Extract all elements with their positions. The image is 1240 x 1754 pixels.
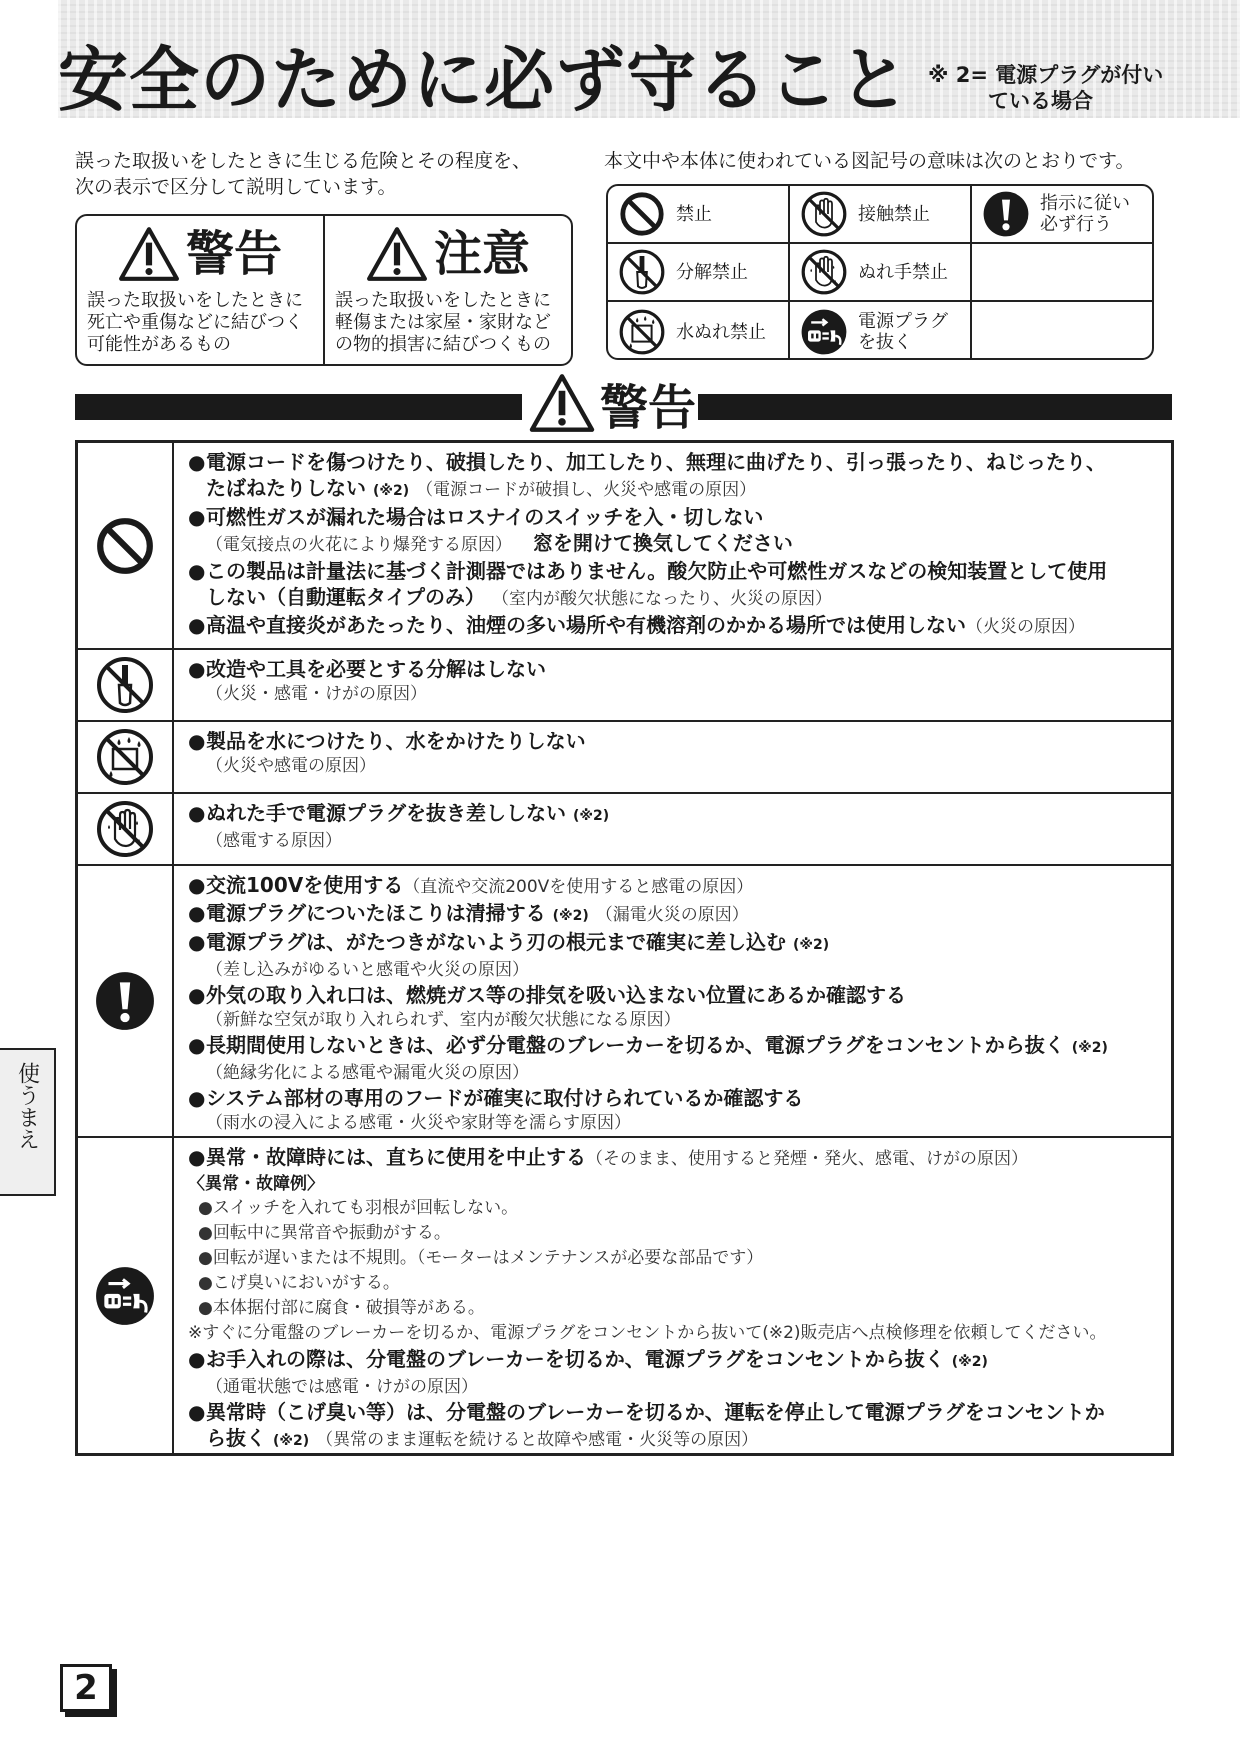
item-note: （直流や交流200Vを使用すると感電の原因） <box>403 877 754 897</box>
section-bar-right <box>698 394 1172 420</box>
item-note: （雨水の浸入による感電・火災や家財等を濡らす原因） <box>206 1113 631 1133</box>
item-note: （火災や感電の原因） <box>206 756 376 776</box>
signal-word-legend <box>75 214 573 366</box>
bullet: ● <box>188 729 206 753</box>
symbol-empty <box>972 244 1154 302</box>
item-note: （電源コードが破損し、火災や感電の原因） <box>416 480 757 500</box>
warning-item <box>188 1032 1161 1061</box>
item-note: （通電状態では感電・けがの原因） <box>206 1377 478 1397</box>
warning-triangle-icon <box>528 373 596 433</box>
warning-item <box>188 558 1161 612</box>
bullet: ● <box>198 1223 213 1243</box>
bullet: ● <box>188 1400 206 1424</box>
symbol-label-line: 必ず行う <box>1040 214 1112 235</box>
symbol-label: 水ぬれ禁止 <box>676 321 766 343</box>
item-ref: (※2) <box>552 908 589 924</box>
warning-item <box>188 612 1161 640</box>
warning-item <box>188 728 1161 754</box>
no-water-icon <box>618 308 666 356</box>
examples-heading: 〈異常・故障例〉 <box>188 1174 324 1194</box>
item-note: （電気接点の火花により爆発する原因） <box>206 535 512 555</box>
bullet: ● <box>188 1033 206 1057</box>
warning-table <box>75 440 1174 1456</box>
symbol-label <box>858 311 948 353</box>
warning-row-prohibited <box>78 443 1171 648</box>
fineprint-note: ※すぐに分電盤のブレーカーを切るか、電源プラグをコンセントから抜いて(※2)販売店へ点検修理を依頼してください。 <box>188 1323 1107 1343</box>
prohibited-icon <box>618 190 666 238</box>
example-text: スイッチを入れても羽根が回転しない。 <box>212 1198 519 1218</box>
example-item <box>188 1246 1161 1271</box>
example-text: こげ臭いにおいがする。 <box>212 1273 400 1293</box>
legend-warning-desc <box>87 290 313 356</box>
warning-item <box>188 800 1161 829</box>
bullet: ● <box>188 1145 206 1169</box>
caution-triangle-icon <box>366 226 428 282</box>
legend-caution-desc-line: 誤った取扱いをしたときに <box>335 290 551 311</box>
warning-item <box>188 929 1161 958</box>
item-text: 製品を水につけたり、水をかけたりしない <box>206 729 586 753</box>
no-wet-hands-icon <box>95 799 155 859</box>
warning-item <box>188 449 1161 504</box>
intro-left <box>75 148 595 200</box>
item-text: たばねたりしない <box>206 476 366 500</box>
symbol-mandatory <box>972 186 1154 244</box>
bullet: ● <box>198 1198 213 1218</box>
warning-triangle-icon <box>118 226 180 282</box>
symbol-label-line: を抜く <box>858 332 912 353</box>
item-text: ら抜く <box>206 1426 266 1450</box>
no-water-icon <box>95 727 155 787</box>
item-ref: (※2) <box>372 483 410 499</box>
legend-caution-desc-line: 軽傷または家屋・家財など <box>335 312 551 333</box>
bullet: ● <box>188 505 206 529</box>
example-item <box>188 1296 1161 1321</box>
legend-warning-desc-line: 可能性があるもの <box>87 334 231 355</box>
bullet: ● <box>188 930 206 954</box>
item-note: （火災・感電・けがの原因） <box>206 684 427 704</box>
item-note: （漏電火災の原因） <box>595 905 749 925</box>
item-note: （異常のまま運転を続けると故障や感電・火災等の原因） <box>316 1430 759 1450</box>
bullet: ● <box>188 801 206 825</box>
warning-row-unplug <box>78 1136 1171 1453</box>
item-text: ぬれた手で電源プラグを抜き差ししない <box>206 801 566 825</box>
warning-item <box>188 982 1161 1008</box>
section-heading <box>528 370 696 436</box>
bullet: ● <box>188 1086 206 1110</box>
item-text: お手入れの際は、分電盤のブレーカーを切るか、電源プラグをコンセントから抜く <box>206 1347 945 1371</box>
item-text: この製品は計量法に基づく計測器ではありません。酸欠防止や可燃性ガスなどの検知装置として使用 <box>206 559 1108 583</box>
item-note: （そのまま、使用すると発煙・発火、感電、けがの原因） <box>586 1149 1028 1169</box>
unplug-icon <box>94 1265 156 1327</box>
warning-row-no-wet-hands <box>78 792 1171 864</box>
symbol-no-water <box>608 302 790 360</box>
symbol-label: 禁止 <box>676 203 712 225</box>
legend-caution-word: 注意 <box>433 226 530 282</box>
symbol-no-touch <box>790 186 972 244</box>
item-note: （感電する原因） <box>206 831 342 851</box>
item-ref: (※2) <box>951 1354 988 1370</box>
item-note: （新鮮な空気が取り入れられず、室内が酸欠状態になる原因） <box>206 1010 681 1030</box>
warning-item <box>188 1346 1161 1375</box>
item-text: 異常時（こげ臭い等）は、分電盤のブレーカーを切るか、運転を停止して電源プラグをコンセントか <box>206 1400 1105 1424</box>
section-bar-left <box>75 394 522 420</box>
legend-caution-desc <box>335 290 561 356</box>
warning-item <box>188 1085 1161 1111</box>
bullet: ● <box>188 450 206 474</box>
symbol-no-wet-hands <box>790 244 972 302</box>
legend-warning-word: 警告 <box>185 226 282 282</box>
warning-item <box>188 1399 1161 1454</box>
warning-row-no-water <box>78 720 1171 792</box>
intro-left-line2: 次の表示で区分して説明しています。 <box>75 176 397 198</box>
item-text: しない（自動運転タイプのみ） <box>206 585 485 609</box>
legend-warning-desc-line: 死亡や重傷などに結びつく <box>87 312 303 333</box>
no-touch-icon <box>800 190 848 238</box>
bullet: ● <box>188 1347 206 1371</box>
page-title: 安全のために必ず守ること <box>58 39 910 121</box>
no-disassemble-icon <box>95 655 155 715</box>
legend-caution-desc-line: の物的損害に結びつくもの <box>335 334 551 355</box>
mandatory-icon <box>982 190 1030 238</box>
bullet: ● <box>198 1298 213 1318</box>
item-text: 電源プラグについたほこりは清掃する <box>206 901 546 925</box>
no-wet-hands-icon <box>800 248 848 296</box>
bullet: ● <box>188 873 206 897</box>
title-note-line1: ※ 2= 電源プラグが付い <box>928 63 1164 87</box>
bullet: ● <box>188 983 206 1007</box>
example-item <box>188 1221 1161 1246</box>
intro-left-line1: 誤った取扱いをしたときに生じる危険とその程度を、 <box>75 150 532 172</box>
warning-row-no-disassemble <box>78 648 1171 720</box>
warning-item <box>188 872 1161 900</box>
warning-item <box>188 1144 1161 1172</box>
item-text: 交流100Vを使用する <box>206 873 404 897</box>
symbol-legend-table <box>606 184 1154 360</box>
intro-right: 本文中や本体に使われている図記号の意味は次のとおりです。 <box>604 150 1135 172</box>
item-note: （差し込みがゆるいと感電や火災の原因） <box>206 960 529 980</box>
title-note-line2: ている場合 <box>988 89 1093 113</box>
legend-warning <box>77 216 323 364</box>
symbol-label: 分解禁止 <box>676 261 748 283</box>
bullet: ● <box>188 901 206 925</box>
warning-item <box>188 656 1161 682</box>
warning-row-mandatory <box>78 864 1171 1136</box>
item-text: 窓を開けて換気してください <box>532 531 793 555</box>
item-note: （火災の原因） <box>966 617 1085 637</box>
symbol-label: ぬれ手禁止 <box>858 261 948 283</box>
side-tab-label: 使うまえ <box>14 1062 40 1150</box>
item-note: （絶縁劣化による感電や漏電火災の原因） <box>206 1063 529 1083</box>
item-text: 高温や直接炎があたったり、油煙の多い場所や有機溶剤のかかる場所では使用しない <box>206 613 966 637</box>
example-item <box>188 1271 1161 1296</box>
warning-item <box>188 504 1161 558</box>
legend-caution <box>323 216 571 364</box>
section-heading-word: 警告 <box>600 379 697 436</box>
page-number: 2 <box>74 1668 98 1708</box>
item-ref: (※2) <box>792 937 830 953</box>
legend-warning-desc-line: 誤った取扱いをしたときに <box>87 290 303 311</box>
item-ref: (※2) <box>572 808 610 824</box>
page-number-box <box>60 1664 112 1712</box>
no-disassemble-icon <box>618 248 666 296</box>
symbol-label <box>1040 193 1130 235</box>
bullet: ● <box>188 613 206 637</box>
symbol-label-line: 電源プラグ <box>858 311 948 332</box>
title-note <box>928 62 1198 114</box>
item-text: 電源コードを傷つけたり、破損したり、加工したり、無理に曲げたり、引っ張ったり、ねじったり、 <box>206 450 1106 474</box>
symbol-empty <box>972 302 1154 360</box>
example-text: 本体据付部に腐食・破損等がある。 <box>212 1298 485 1318</box>
unplug-icon <box>800 308 848 356</box>
bullet: ● <box>188 559 206 583</box>
bullet: ● <box>198 1248 213 1268</box>
example-item <box>188 1196 1161 1221</box>
symbol-no-disassemble <box>608 244 790 302</box>
item-text: 電源プラグは、がたつきがないよう刃の根元まで確実に差し込む <box>206 930 786 954</box>
symbol-label-line: 指示に従い <box>1040 193 1130 214</box>
symbol-label: 接触禁止 <box>858 203 930 225</box>
example-text: 回転が遅いまたは不規則。（モーターはメンテナンスが必要な部品です） <box>212 1248 764 1268</box>
item-text: 外気の取り入れ口は、燃焼ガス等の排気を吸い込まない位置にあるか確認する <box>206 983 906 1007</box>
mandatory-icon <box>94 970 156 1032</box>
bullet: ● <box>188 657 206 681</box>
bullet: ● <box>198 1273 213 1293</box>
item-text: 異常・故障時には、直ちに使用を中止する <box>206 1145 586 1169</box>
prohibited-icon <box>94 515 156 577</box>
item-text: 可燃性ガスが漏れた場合はロスナイのスイッチを入・切しない <box>206 505 764 529</box>
side-tab <box>0 1048 56 1196</box>
warning-item <box>188 900 1161 929</box>
item-note: （室内が酸欠状態になったり、火災の原因） <box>491 589 832 609</box>
example-text: 回転中に異常音や振動がする。 <box>212 1223 451 1243</box>
item-ref: (※2) <box>272 1433 310 1449</box>
item-text: システム部材の専用のフードが確実に取付けられているか確認する <box>206 1086 804 1110</box>
item-text: 長期間使用しないときは、必ず分電盤のブレーカーを切るか、電源プラグをコンセントから抜く <box>206 1033 1065 1057</box>
item-text: 改造や工具を必要とする分解はしない <box>206 657 546 681</box>
symbol-unplug <box>790 302 972 360</box>
item-ref: (※2) <box>1071 1040 1108 1056</box>
symbol-prohibited <box>608 186 790 244</box>
